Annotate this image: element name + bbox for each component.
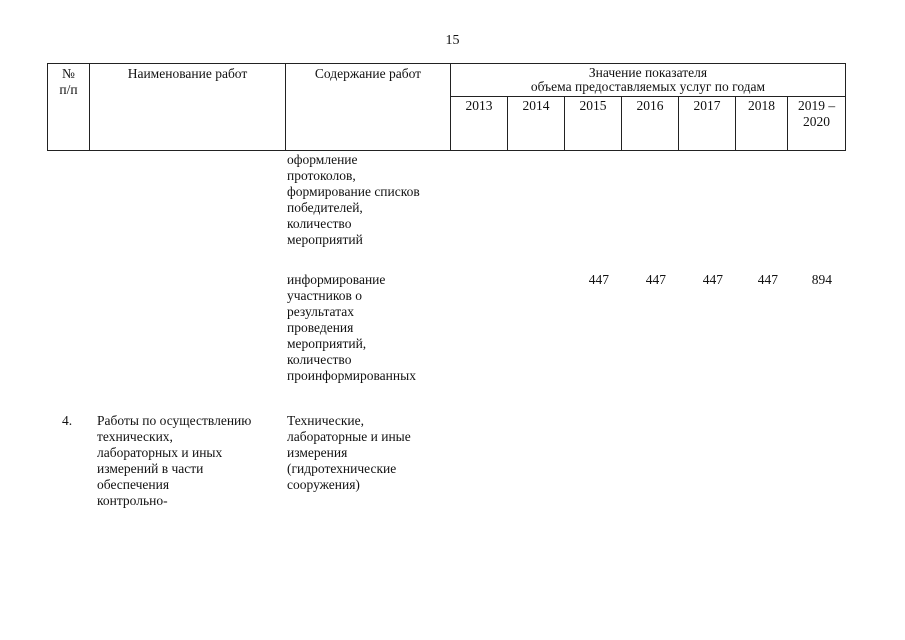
header-content: Содержание работ [286, 64, 451, 151]
row-2-value-2019-2020: 894 [811, 272, 832, 287]
row-2-value-2017: 447 [702, 272, 723, 287]
header-year-2014: 2014 [508, 97, 565, 151]
page-number: 15 [445, 33, 460, 48]
row-3-name: Работы по осуществлению технических, лабораторных и иных измерений в части обеспечения контрольно- [97, 413, 252, 508]
header-year-2018: 2018 [736, 97, 788, 151]
header-year-2017: 2017 [679, 97, 736, 151]
row-2-value-2015: 447 [588, 272, 609, 287]
header-number: № п/п [48, 64, 90, 151]
row-3-number: 4. [62, 413, 73, 428]
table-header [47, 63, 846, 151]
row-2-value-2018: 447 [757, 272, 778, 287]
header-name: Наименование работ [90, 64, 286, 151]
header-year-2019-2020: 2019 – 2020 [788, 97, 846, 151]
header-indicator: Значение показателя объема предоставляемых услуг по годам [451, 64, 846, 97]
row-1-content: оформление протоколов, формирование списков победителей, количество мероприятий [287, 152, 420, 247]
header-year-2013: 2013 [451, 97, 508, 151]
row-2-content: информирование участников о результатах проведения мероприятий, количество проинформированных [287, 272, 416, 383]
row-2-value-2016: 447 [645, 272, 666, 287]
header-year-2016: 2016 [622, 97, 679, 151]
row-3-content: Технические, лабораторные и иные измерения (гидротехнические сооружения) [287, 413, 411, 492]
header-year-2015: 2015 [565, 97, 622, 151]
